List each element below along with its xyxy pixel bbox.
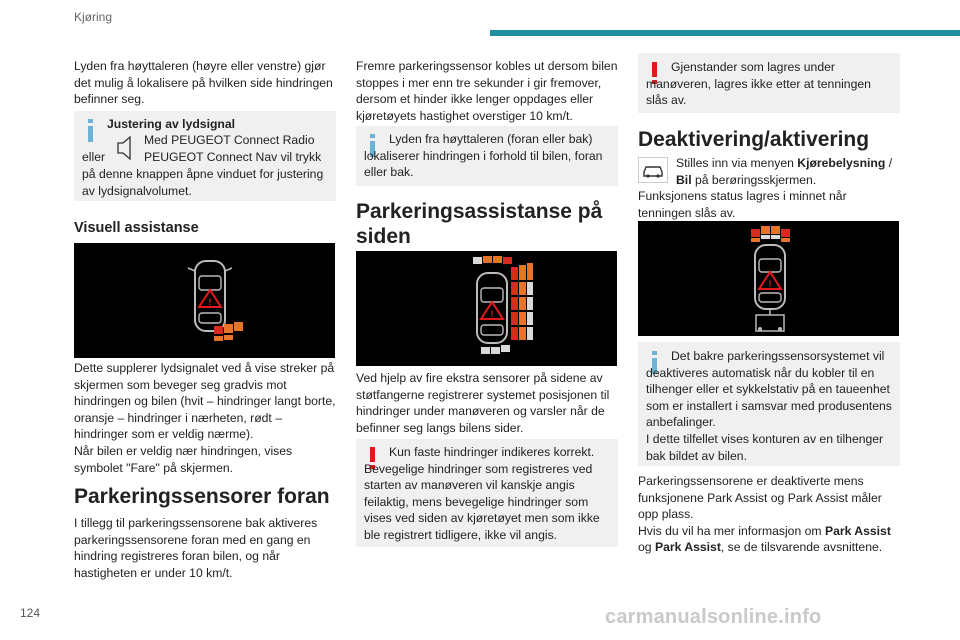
rear-sensor-bars xyxy=(214,322,243,341)
text: og xyxy=(638,540,655,555)
col1-intro xyxy=(74,58,336,108)
car-icon xyxy=(477,273,507,343)
heading-deactivation: Deaktivering/aktivering xyxy=(638,128,870,151)
note-eller: eller xyxy=(82,150,106,164)
hazard-triangle-icon xyxy=(199,290,221,307)
warning-note-storage xyxy=(638,53,900,113)
watermark: carmanualsonline.info xyxy=(605,606,822,628)
link-park-assist: Park Assist xyxy=(824,523,891,538)
info-note-sound xyxy=(74,111,336,201)
col2-intro xyxy=(356,58,618,124)
text: Hvis du vil ha mer informasjon om xyxy=(638,523,825,538)
note-rest: på denne knappen åpne vinduet for justering av lydsignalvolumet. xyxy=(82,167,324,198)
text: , se de tilsvarende avsnittene. xyxy=(720,540,883,555)
warning-text: Kun faste hindringer indikeres korrekt. Bevegelige hindringer som registreres ved starten av manøveren vil kanskje angis feilaktig, mens bevegelige hindringer som vises ved siden av kjøretøyet men som ikke ble registrert tidligere, ikke vil angis. xyxy=(364,445,600,542)
front-sensor-bars xyxy=(751,226,790,242)
note-text: Lyden fra høyttaleren (foran eller bak) lokaliserer hindringen i forhold til bilen, foran eller bak. xyxy=(364,132,603,180)
hazard-triangle-icon xyxy=(759,272,781,289)
warning-note-side xyxy=(356,439,618,547)
trailer-icon xyxy=(756,309,784,331)
warning-text: Gjenstander som lagres under manøveren, lagres ikke etter at tenningen slås av. xyxy=(646,60,871,108)
hazard-triangle-icon xyxy=(481,302,503,319)
heading-visual: Visuell assistanse xyxy=(74,220,199,236)
front-sensor-bars xyxy=(473,256,512,264)
svg-text:!: ! xyxy=(768,279,772,289)
paragraph: Ved hjelp av fire ekstra sensorer på sidene av støtfangerne registrerer systemet posisjonen til hindringer under manøveren og varsler når de befinner seg langs bilens sider. xyxy=(356,371,610,435)
settings-instruction xyxy=(676,155,904,188)
car-icon xyxy=(188,261,232,331)
svg-text:!: ! xyxy=(208,297,212,307)
trailer-image xyxy=(638,221,899,336)
paragraph: Funksjonens status lagres i minnet når tenningen slås av. xyxy=(638,189,847,220)
section-title: Kjøring xyxy=(74,10,113,24)
status-text xyxy=(638,188,900,221)
note-line1: Med PEUGEOT Connect Radio xyxy=(144,133,315,147)
note-text: Det bakre parkeringssensorsystemet vil deaktiveres automatisk når du kobler til en tilhenger eller et sykkelstativ på en taueenhet som er installert i samsvar med produsentens anbefalinger. xyxy=(646,349,892,430)
link-park-assist-2: Park Assist xyxy=(654,540,721,555)
paragraph-more xyxy=(638,523,900,556)
text: på berøringsskjermen. xyxy=(691,172,817,187)
info-note-speaker xyxy=(356,126,618,186)
side-assist-image xyxy=(356,251,617,366)
col1-visual-text xyxy=(74,360,336,476)
col2-side-text xyxy=(356,370,618,436)
info-note-trailer xyxy=(638,342,900,466)
paragraph: Lyden fra høyttaleren (høyre eller venstre) gjør det mulig å lokalisere på hvilken side hindringen befinner seg. xyxy=(74,59,333,107)
paragraph: Fremre parkeringssensor kobles ut dersom bilen stoppes i mer enn tre sekunder i gir fremover, dersom et hinder ikke lenger oppdages eller kjøretøyets hastighet overstiger 10 km/t. xyxy=(356,59,618,123)
menu-name: Kjørebelysning xyxy=(797,156,886,170)
paragraph: Parkeringssensorene er deaktiverte mens funksjonene Park Assist og Park Assist måler opp plass. xyxy=(638,474,882,522)
col3-park-assist-text xyxy=(638,473,900,556)
text: / xyxy=(885,156,893,170)
header-accent-bar xyxy=(490,30,960,36)
info-icon xyxy=(88,119,93,142)
text: Stilles inn via menyen xyxy=(676,156,798,170)
page-number: 124 xyxy=(20,606,41,620)
paragraph: Dette supplerer lydsignalet ved å vise streker på skjermen som beveger seg gradvis mot hindringen og bilen (hvit – hindringer langt borte, oransje – hindringer i nærheten, rødt – hindringer som er veldig nærme). xyxy=(74,361,336,442)
svg-text:!: ! xyxy=(490,309,494,319)
car-icon xyxy=(755,245,785,309)
note-text-2: I dette tilfellet vises konturen av en tilhenger bak bildet av bilen. xyxy=(646,432,884,463)
note-title: Justering av lydsignal xyxy=(107,117,236,131)
paragraph: I tillegg til parkeringssensorene bak aktiveres parkeringssensorene foran med en gang en hindring registreres foran bilen, og når hastigheten er under 10 km/t. xyxy=(74,516,318,580)
speaker-icon xyxy=(114,133,138,163)
heading-front-sensors: Parkeringssensorer foran xyxy=(74,485,330,508)
menu-name: Bil xyxy=(676,172,692,187)
heading-side-assist: Parkeringsassistanse på siden xyxy=(356,200,603,248)
col1-front-text xyxy=(74,515,336,581)
paragraph: Når bilen er veldig nær hindringen, vises symbolet "Fare" på skjermen. xyxy=(74,443,293,475)
note-line2: PEUGEOT Connect Nav vil trykk xyxy=(144,150,322,164)
visual-assist-image xyxy=(74,243,335,358)
car-settings-icon xyxy=(638,157,668,183)
